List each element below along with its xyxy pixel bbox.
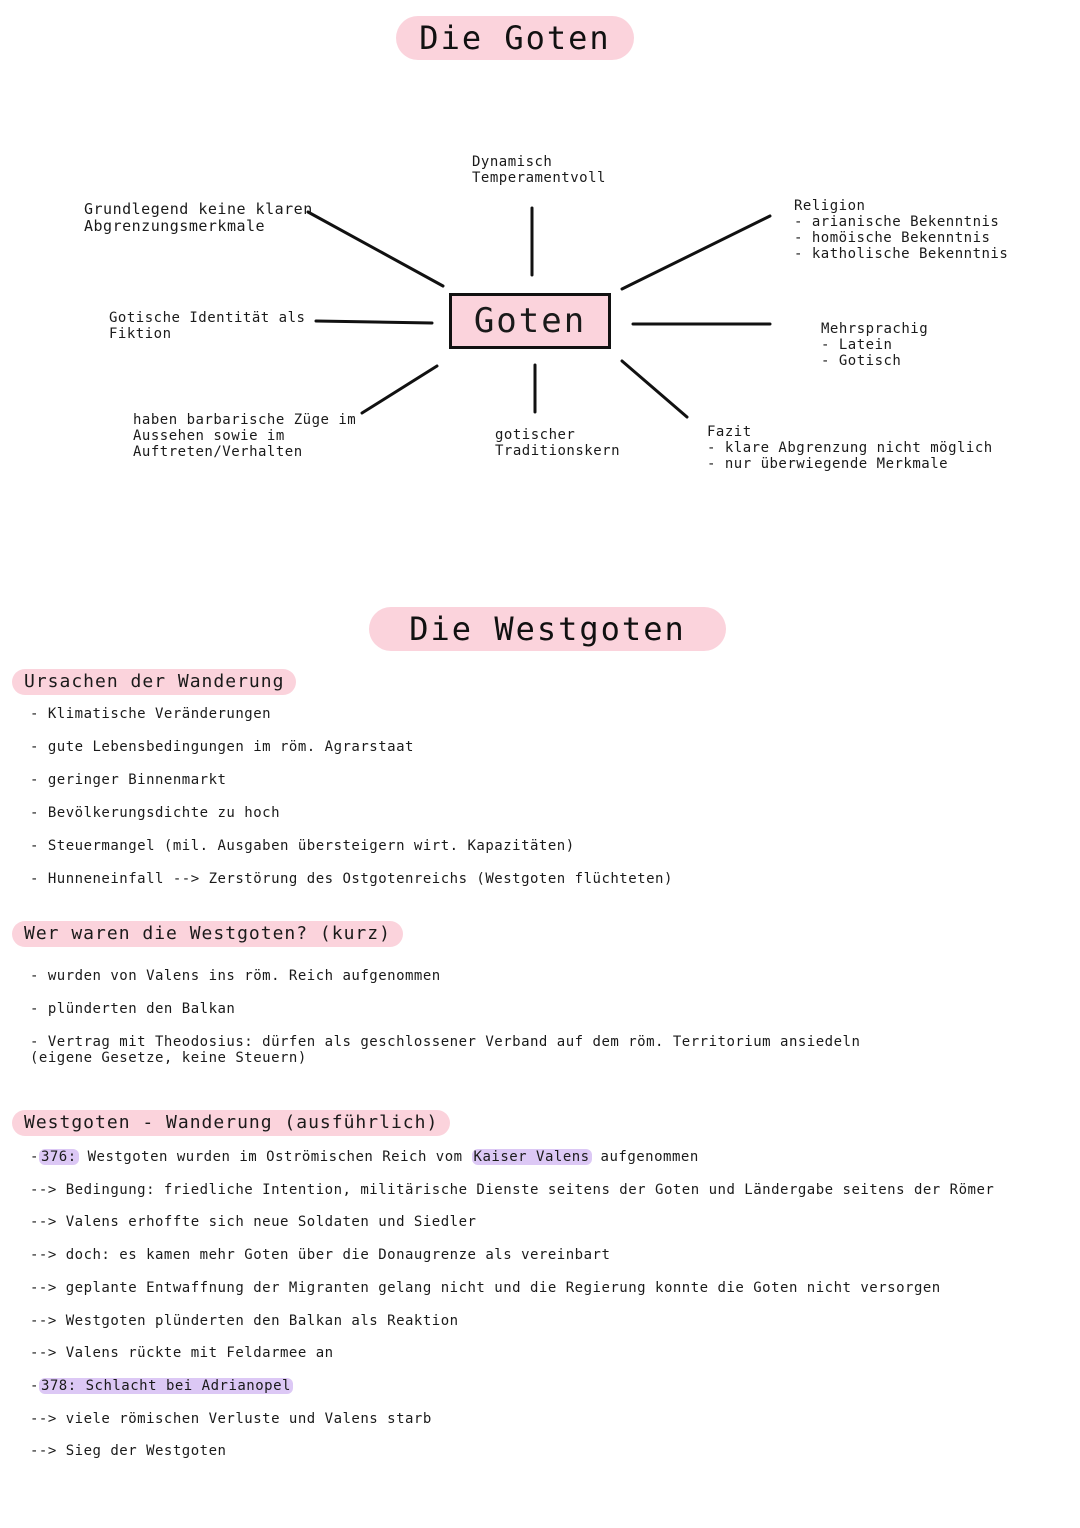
- node-bottom-right: Fazit - klare Abgrenzung nicht möglich - nur überwiegende Merkmale: [707, 424, 993, 472]
- wer-item: - wurden von Valens ins röm. Reich aufgenommen: [30, 968, 441, 984]
- year-376: 376:: [40, 1149, 77, 1165]
- heading-ursachen: Ursachen der Wanderung: [12, 669, 296, 695]
- wanderung-item: --> Bedingung: friedliche Intention, militärische Dienste seitens der Goten und Ländergabe seitens der Römer: [30, 1182, 995, 1198]
- node-bottom-left: haben barbarische Züge im Aussehen sowie im Auftreten/Verhalten: [133, 412, 357, 460]
- node-bottom: gotischer Traditionskern: [495, 427, 621, 459]
- line-top-right: [622, 216, 770, 289]
- wanderung-item: --> Westgoten plünderten den Balkan als Reaktion: [30, 1313, 459, 1329]
- highlight-kaiser-valens: Kaiser Valens: [473, 1149, 590, 1165]
- mindmap-center-text: Goten: [473, 301, 587, 341]
- wanderung-item: --> viele römischen Verluste und Valens starb: [30, 1411, 432, 1427]
- ursache-item: - gute Lebensbedingungen im röm. Agrarstaat: [30, 739, 414, 755]
- line-top-left: [308, 212, 443, 286]
- node-right: Mehrsprachig - Latein - Gotisch: [821, 321, 929, 369]
- node-left: Gotische Identität als Fiktion: [109, 310, 306, 342]
- highlight-schlacht: Schlacht bei Adrianopel: [85, 1378, 291, 1394]
- node-top-left: Grundlegend keine klaren Abgrenzungsmerkmale: [84, 200, 313, 235]
- wanderung-item: --> Valens erhoffte sich neue Soldaten und Siedler: [30, 1214, 477, 1230]
- heading-wanderung: Westgoten - Wanderung (ausführlich): [12, 1110, 450, 1136]
- line-left: [316, 321, 432, 323]
- wanderung-item: --> Sieg der Westgoten: [30, 1443, 227, 1459]
- ursache-item: - Klimatische Veränderungen: [30, 706, 272, 722]
- wanderung-item: --> doch: es kamen mehr Goten über die Donaugrenze als vereinbart: [30, 1247, 611, 1263]
- heading-wer-waren: Wer waren die Westgoten? (kurz): [12, 921, 403, 947]
- title-die-westgoten-text: Die Westgoten: [409, 610, 686, 648]
- node-top: Dynamisch Temperamentvoll: [472, 154, 606, 186]
- wanderung-line-376: - 376: Westgoten wurden im Oströmischen Reich vom Kaiser Valens aufgenommen: [30, 1149, 699, 1165]
- wanderung-line-378: - 378: Schlacht bei Adrianopel: [30, 1378, 291, 1394]
- ursache-item: - Steuermangel (mil. Ausgaben übersteigern wirt. Kapazitäten): [30, 838, 575, 854]
- ursache-item: - Bevölkerungsdichte zu hoch: [30, 805, 281, 821]
- wer-item: - plünderten den Balkan: [30, 1001, 236, 1017]
- line-bottom-right: [622, 361, 687, 417]
- title-die-goten-text: Die Goten: [419, 19, 611, 57]
- line-376-text-a: Westgoten wurden im Oströmischen Reich vom: [78, 1149, 472, 1165]
- ursache-item: - geringer Binnenmarkt: [30, 772, 227, 788]
- ursache-item: - Hunneneinfall --> Zerstörung des Ostgotenreichs (Westgoten flüchteten): [30, 871, 673, 887]
- wanderung-item: --> geplante Entwaffnung der Migranten gelang nicht und die Regierung konnte die Goten nicht versorgen: [30, 1280, 941, 1296]
- year-378: [39, 1378, 293, 1394]
- wanderung-item: --> Valens rückte mit Feldarmee an: [30, 1345, 334, 1361]
- title-die-westgoten: [369, 607, 726, 651]
- mindmap-center: [449, 293, 611, 349]
- wer-item: - Vertrag mit Theodosius: dürfen als geschlossener Verband auf dem röm. Territorium ansiedeln (eigene Gesetze, keine Steuern): [30, 1034, 861, 1066]
- node-top-right: Religion - arianische Bekenntnis - homöische Bekenntnis - katholische Bekenntnis: [794, 198, 1009, 262]
- year-378-text: 378:: [40, 1378, 77, 1394]
- line-bottom-left: [362, 366, 437, 413]
- line-376-text-b: aufgenommen: [591, 1149, 699, 1165]
